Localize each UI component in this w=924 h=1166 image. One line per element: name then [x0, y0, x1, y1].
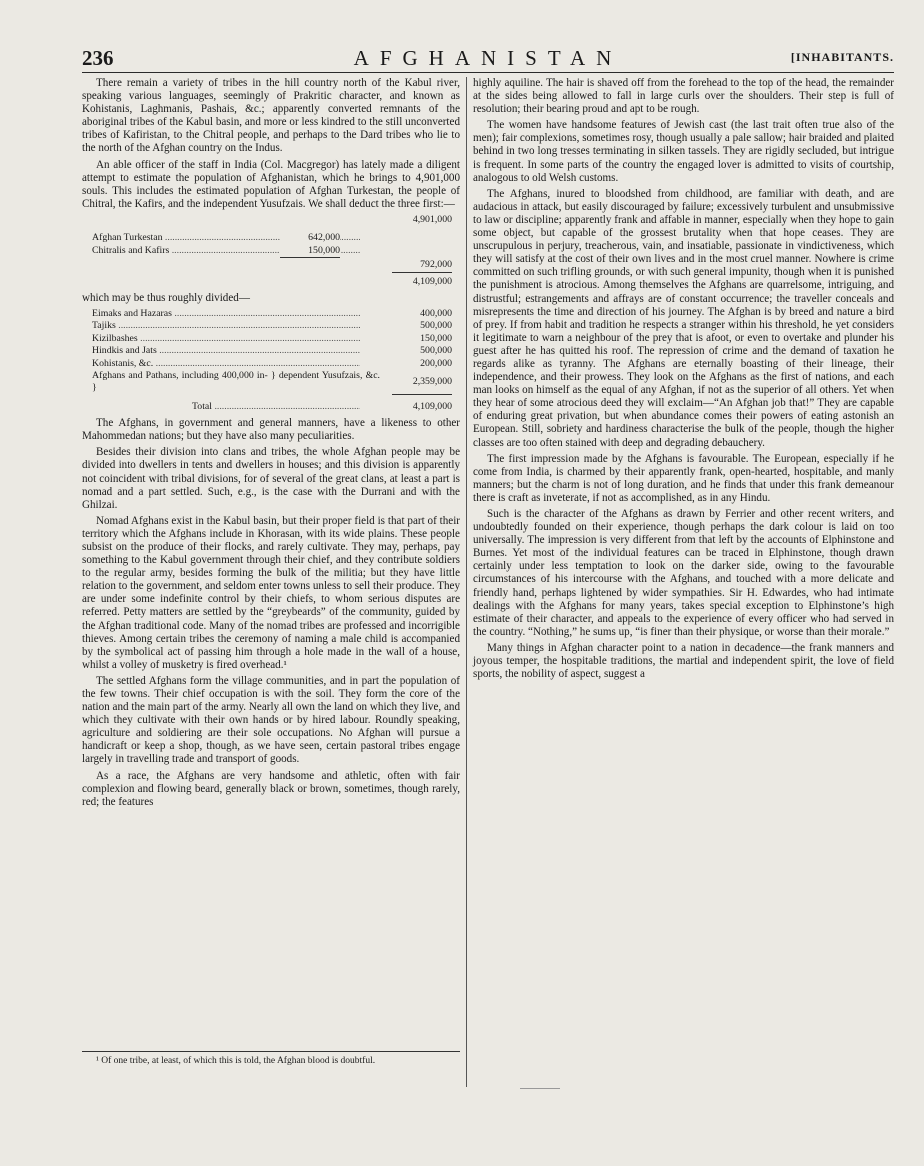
header-rule: [82, 72, 894, 73]
paragraph: Nomad Afghans exist in the Kabul basin, but their proper field is that part of their territory which the Afghans include in Khorasan, with its wide plains. These people subsist on the produce of their flocks, and rarely cultivate. They may, perhaps, pay something to the Kabul government through their chief, and they contribute soldiers to the regular army, besides forming the bulk of the militia; but they have little relation to the government, and seldom enter towns unless to sell their produce. They are under some indefinite control by their chiefs, to whom serious disputes are referred. Petty matters are settled by the “greybeards” of the community, guided by the Afghan traditional code. Many of the nomad tribes are professed and incorrigible thieves. Among certain tribes the ceremony of naming a male child is accompanied by the symbolical act of passing him through a hole made in the wall of a house, whilst a volley of musketry is fired overhead.¹: [82, 514, 460, 671]
table-label: Tajiks .....: [92, 320, 360, 332]
table-row: [82, 370, 460, 395]
table-label: Afghan Turkestan .....: [92, 232, 360, 244]
table-row: [82, 232, 460, 244]
table-label: Kohistanis, &c. .....: [92, 358, 360, 370]
paragraph: Besides their division into clans and tribes, the whole Afghan people may be divided into dwellers in tents and dwellers in houses; and this division is apparently not coincident with tribal divisions, for of several of the great clans, at least a part is nomad and a part settled. Such, e.g., is the case with the Durrani and with the Ghilzai.: [82, 446, 460, 511]
table-row: [82, 320, 460, 332]
table-row: [82, 214, 460, 226]
left-column: [82, 77, 460, 812]
paragraph: highly aquiline. The hair is shaved off from the forehead to the top of the head, the remainder at the sides being allowed to fall in large curls over the shoulders. Their step is full of resolution; their bearing proud and apt to be rough.: [473, 77, 894, 116]
bottom-mark: [520, 1088, 560, 1089]
table-value: 4,109,000: [392, 401, 452, 413]
table-intro: which may be thus roughly divided—: [82, 291, 250, 304]
table-value: 400,000: [392, 308, 452, 320]
table-row: [82, 345, 460, 357]
table-value: 500,000: [392, 345, 452, 357]
table-row: [82, 276, 460, 288]
table-label: Chitralis and Kafirs .....: [92, 245, 360, 257]
population-table-2: [82, 308, 460, 413]
right-column: [473, 77, 894, 684]
section-tag: [INHABITANTS.: [790, 50, 894, 64]
table-row: [82, 401, 460, 413]
table-value: 4,901,000: [392, 214, 452, 226]
table-label: Kizilbashes .....: [92, 333, 360, 345]
column-divider: [466, 77, 467, 1087]
table-row: [82, 333, 460, 345]
table-value: 792,000: [392, 259, 452, 271]
paragraph: The first impression made by the Afghans is favourable. The European, especially if he come from India, is charmed by their apparently frank, open-hearted, hospitable, and manly manners; but the charm is not of long duration, and he finds that under this frank demeanour there is craft as inveterate, if not as accomplished, as in any Hindu.: [473, 452, 894, 504]
table-row: [82, 257, 460, 269]
table-row: [82, 245, 460, 257]
paragraph: Many things in Afghan character point to a nation in decadence—the frank manners and joyous temper, the hospitable traditions, the martial and independent spirit, the love of field sports, the nobility of aspect, suggest a: [473, 641, 894, 681]
paragraph: An able officer of the staff in India (Col. Macgregor) has lately made a diligent attempt to estimate the population of Afghanistan, which he brings to 4,901,000 souls. This includes the estimated population of Afghan Turkestan, the people of Chitral, the Kafirs, and the independent Yusufzais. We shall deduct the three first:—: [82, 158, 460, 210]
table-label: Total .....: [192, 401, 360, 413]
table-value: 150,000: [392, 333, 452, 345]
page-number: 236: [82, 46, 114, 70]
table-value: 500,000: [392, 320, 452, 332]
paragraph: As a race, the Afghans are very handsome and athletic, often with fair complexion and flowing beard, generally black or brown, sometimes, though rarely, red; the features: [82, 769, 460, 808]
paragraph: Such is the character of the Afghans as drawn by Ferrier and other recent writers, and undoubtedly founded on their experience, though perhaps the dark colour is laid on too universally. The impression is very different from that left by the accounts of Elphinstone and Burnes. Yet most of the individual features can be traced in Elphinstone, though drawn certainly under less temptation to look on the darker side, owing to the favourable circumstances of his intercourse with the Afghans, and touched with a more delicate and friendly hand, perhaps lightened by wider sympathies. Sir H. Edwardes, who had intimate dealings with the Afghans for many years, takes special exception to Elphinstone’s high estimate of their character, and appeals to the experience of every officer who had served in the country. “Nothing,” he sums up, “is finer than their physique, or worse than their morale.”: [473, 508, 894, 638]
running-title: AFGHANISTAN: [353, 46, 623, 70]
table-row: [82, 308, 460, 320]
table-value: 150,000: [280, 245, 340, 257]
paragraph: The Afghans, in government and general manners, have a likeness to other Mahommedan nations; but they have also many peculiarities.: [82, 417, 460, 443]
footnote: ¹ Of one tribe, at least, of which this is told, the Afghan blood is doubtful.: [96, 1056, 376, 1066]
table-value: 642,000: [280, 232, 340, 244]
page-header: [82, 46, 894, 72]
paragraph: There remain a variety of tribes in the hill country north of the Kabul river, speaking various languages, seemingly of Prakritic character, and known as Kohistanis, Laghmanis, Pashais, &c.; apparently converted remnants of the aboriginal tribes of the Kabul basin, and more or less kindred to the still unconverted tribes of Kafiristan, to the Chitral people, and perhaps to the Dard tribes who lie to the north of the Afghan country on the Indus.: [82, 77, 460, 155]
table-row: [82, 358, 460, 370]
footnote-rule: [82, 1051, 460, 1052]
paragraph: The settled Afghans form the village communities, and in part the population of the few towns. Their chief occupation is with the soil. They form the core of the nation and the main part of the army. Nearly all own the land on which they live, and which they cultivate with their own hands or by hired labour. Roundly speaking, agriculture and soldiering are their sole occupations. No Afghan will pursue a handicraft or keep a shop, though, as we have seen, certain pastoral tribes engage largely in travelling trade and transport of goods.: [82, 674, 460, 766]
table-value: 2,359,000: [392, 376, 452, 388]
population-table-1: [82, 214, 460, 288]
paragraph: The Afghans, inured to bloodshed from childhood, are familiar with death, and are audacious in attack, but easily discouraged by failure; excessively turbulent and unsubmissive to law or discipline; apparently frank and affable in manner, especially when they hope to gain some object, but capable of the grossest brutality when that hope ceases. They are unscrupulous in perjury, treacherous, vain, and insatiable, passionate in vindictiveness, which they will satisfy at the cost of their own lives and in the most cruel manner. Nowhere is crime committed on such trifling grounds, or with such general impunity, though when it is punished the punishment is atrocious. Among themselves the Afghans are quarrelsome, intriguing, and distrustful; estrangements and affrays are of constant occurrence; the traveller conceals and misrepresents the time and direction of his journey. The Afghan is by breed and nature a bird of prey. If from habit and tradition he respects a stranger within his threshold, he yet considers it legitimate to warn a neighbour of the prey that is afoot, or even to overtake and plunder his guest after he has quitted his roof. The repression of crime and the demand of taxation he regards alike as tyranny. The Afghans are eternally boasting of their lineage, their independence, and their prowess. They look on the Afghans as the first of nations, and each man looks on himself as the equal of any Afghan, if not as the superior of all others. Yet when they hear of some atrocious deed they will exclaim—“An Afghan job that!” They are capable of enduring great privation, but when abundance comes their powers of eating astonish an European. Still, sobriety and hardiness characterise the bulk of the people, though the higher classes are too often stained with deep and degrading debauchery.: [473, 187, 894, 449]
table-label: Eimaks and Hazaras .....: [92, 308, 360, 320]
table-value: 4,109,000: [392, 276, 452, 288]
table-label: Hindkis and Jats .....: [92, 345, 360, 357]
table-label: Afghans and Pathans, including 400,000 in- } dependent Yusufzais, &c. }: [92, 369, 380, 394]
table-value: 200,000: [392, 358, 452, 370]
paragraph: The women have handsome features of Jewish cast (the last trait often true also of the men); fair complexions, sometimes rosy, though usually a pale sallow; hair braided and plaited behind in two long tresses terminating in silken tassels. They are rigidly secluded, but intrigue is frequent. In some parts of the country the engaged lover is admitted to visits of courtship, analogous to old Welsh customs.: [473, 119, 894, 184]
